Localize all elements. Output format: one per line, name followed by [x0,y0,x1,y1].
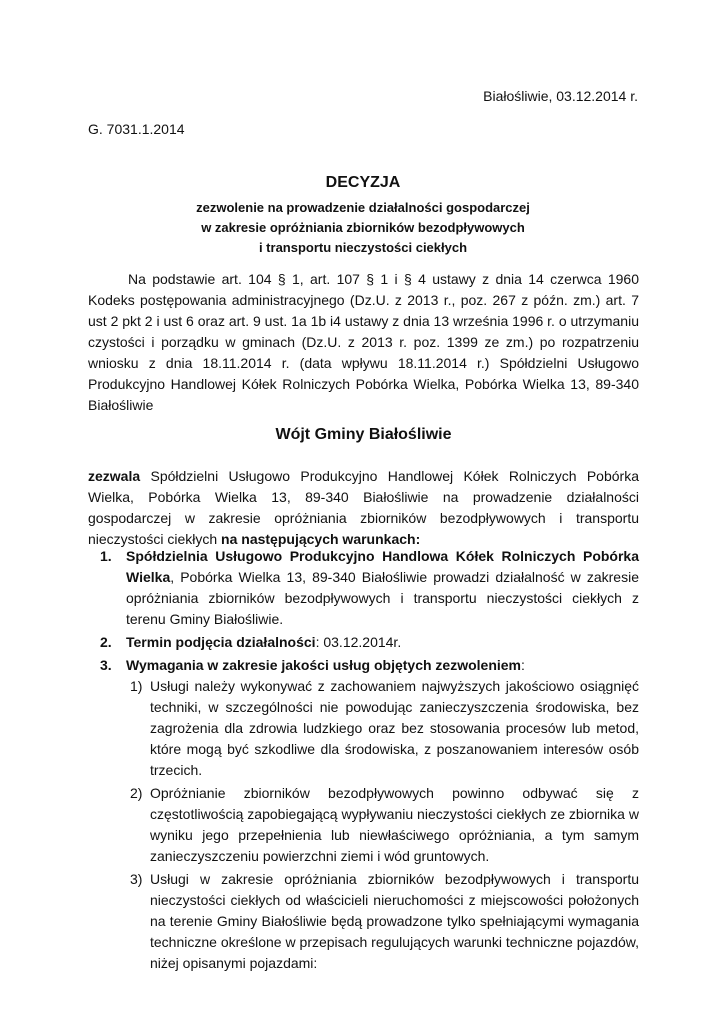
condition-bold: Termin podjęcia działalności [126,634,316,650]
subtitle-line-3: i transportu nieczystości ciekłych [258,240,468,255]
condition-number: 1. [100,548,112,564]
decision-tail: na następujących warunkach: [221,531,421,547]
condition-item [88,546,639,630]
condition-text: : 03.12.2014r. [315,634,402,650]
condition-bold: Wymagania w zakresie jakości usług objętych zezwoleniem [126,657,521,673]
requirement-text: Usługi należy wykonywać z zachowaniem najwyższych jakościowo osiągnięć techniki, w szczególności nie powodując zanieczyszczenia środowiska, bez zagrożenia dla zdrowia ludzkiego oraz bez stosowania procesów lub metod, które mogą być szkodliwe dla środowiska, z poszanowaniem interesów osób trzecich. [150,678,639,778]
condition-item [88,655,639,974]
legal-basis-paragraph: Na podstawie art. 104 § 1, art. 107 § 1 i § 4 ustawy z dnia 14 czerwca 1960 Kodeks postępowania administracyjnego (Dz.U. z 2013 r., poz. 267 z późn. zm.) art. 7 ust 2 pkt 2 i ust 6 oraz art. 9 ust. 1a 1b i4 ustawy z dnia 13 września 1996 r. o utrzymaniu czystości i porządku w gminach (Dz.U. z 2013 r. poz. 1399 ze zm.) po rozpatrzeniu wniosku z dnia 18.11.2014 r. (data wpływu 18.11.2014 r.) Spółdzielni Usługowo Produkcyjno Handlowej Kółek Rolniczych Pobórka Wielka, Pobórka Wielka 13, 89-340 Białośliwie [88,271,639,413]
decision-body: Spółdzielni Usługowo Produkcyjno Handlowej Kółek Rolniczych Pobórka Wielka, Pobórka Wielka 13, 89-340 Białośliwie na prowadzenie działalności gospodarczej w zakresie opróżniania zbiorników bezodpływowych i transportu nieczystości ciekłych [88,468,639,547]
reference-number: G. 7031.1.2014 [88,121,185,137]
authority-heading: Wójt Gminy Białośliwie [275,426,452,443]
subtitle-line-1: zezwolenie na prowadzenie działalności gospodarczej [196,200,530,215]
condition-number: 3. [100,657,112,673]
requirement-item [88,869,639,974]
requirement-text: Opróżnianie zbiorników bezodpływowych powinno odbywać się z częstotliwością zapobiegającą wypływaniu nieczystości ciekłych ze zbiornika w wyniku jego przepełnienia lub niewłaściwego opróżniania, a tym samym zanieczyszczeniu powierzchni ziemi i wód gruntowych. [150,785,639,864]
subtitle-line-2: w zakresie opróżniania zbiorników bezodpływowych [201,220,525,235]
requirement-number: 2) [130,785,143,801]
condition-item [88,632,639,653]
conditions-list [88,546,639,976]
decision-paragraph [88,466,639,550]
requirement-number: 3) [130,871,143,887]
condition-number: 2. [100,634,112,650]
requirement-text: Usługi w zakresie opróżniania zbiorników bezodpływowych i transportu nieczystości ciekłych od właścicieli nieruchomości z miejscowości położonych na terenie Gminy Białośliwie będą prowadzone tylko spełniającymi wymagania techniczne określone w przepisach regulujących warunki techniczne pojazdów, niżej opisanymi pojazdami: [150,871,639,971]
condition-bold: Spółdzielnia Usługowo Produkcyjno Handlowa Kółek Rolniczych Pobórka Wielka [126,548,639,585]
place-date: Białośliwie, 03.12.2014 r. [483,88,638,104]
title-block [88,174,638,258]
requirement-item [88,783,639,867]
document-title: DECYZJA [325,174,401,191]
requirement-item [88,676,639,781]
requirement-number: 1) [130,678,143,694]
condition-text: : [521,657,525,673]
decision-verb: zezwala [88,468,141,484]
condition-text: , Pobórka Wielka 13, 89-340 Białośliwie prowadzi działalność w zakresie opróżniania zbiorników bezodpływowych i transportu nieczystości ciekłych z terenu Gminy Białośliwie. [126,569,639,627]
